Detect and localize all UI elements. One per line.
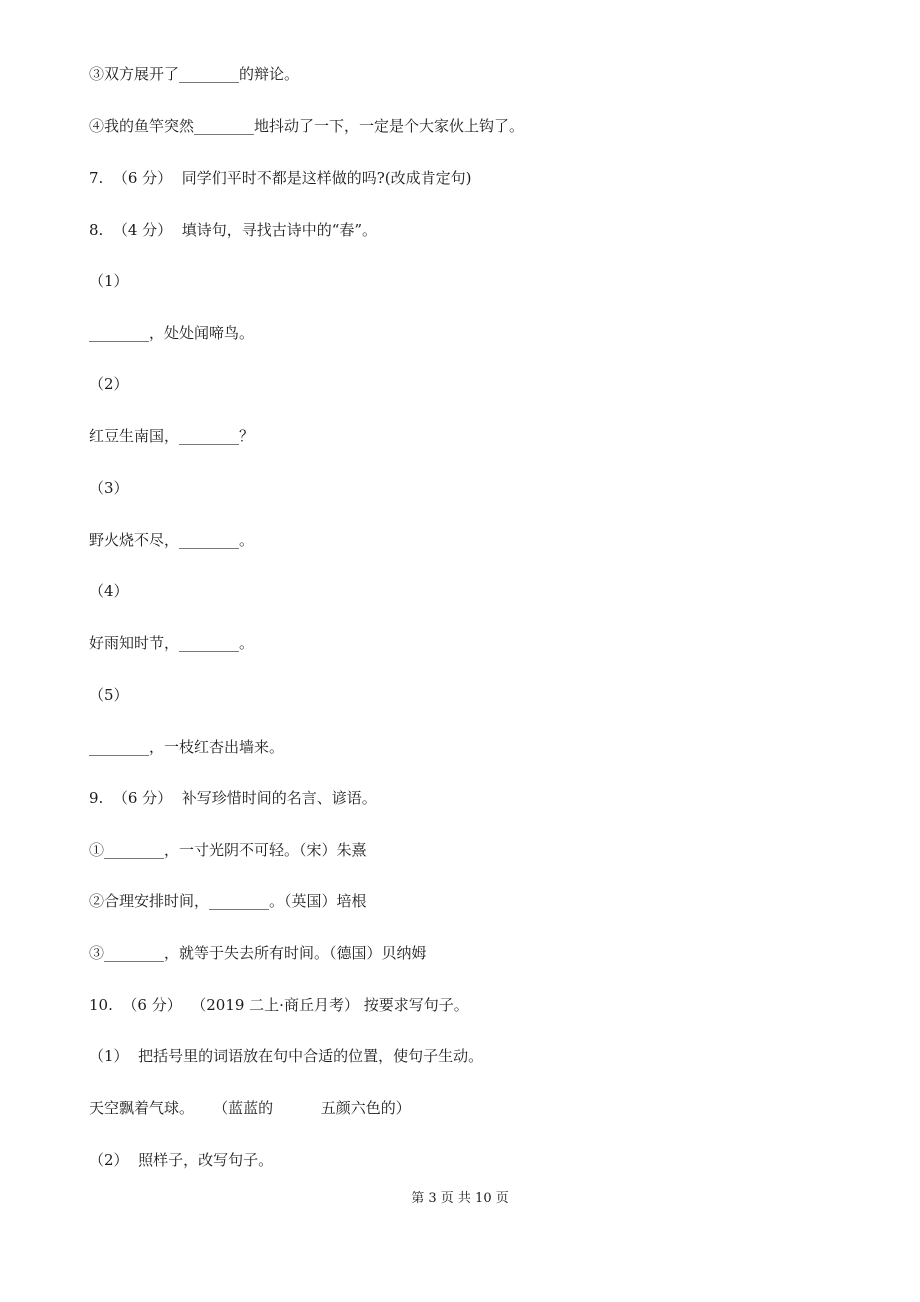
question-7: 7. （6 分） 同学们平时不都是这样做的吗?(改成肯定句) <box>89 169 472 187</box>
q8-part-2-label: （2） <box>89 375 129 393</box>
q10-part-2-instruction: （2） 照样子，改写句子。 <box>89 1151 274 1169</box>
q8-part-2-poem: 红豆生南国，________？ <box>89 427 255 445</box>
q8-part-5-poem: ________，一枝红杏出墙来。 <box>89 738 285 756</box>
question-10: 10. （6 分） （2019 二上·商丘月考） 按要求写句子。 <box>89 996 469 1014</box>
q8-part-5-label: （5） <box>89 686 129 704</box>
question-8: 8. （4 分） 填诗句，寻找古诗中的“春”。 <box>89 221 378 239</box>
page-number-footer: 第 3 页 共 10 页 <box>411 1191 509 1206</box>
q9-quote-3: ③________，就等于失去所有时间。（德国）贝纳姆 <box>89 944 427 962</box>
q8-part-1-label: （1） <box>89 272 129 290</box>
q8-part-1-poem: ________，处处闻啼鸟。 <box>89 324 255 342</box>
q9-quote-2: ②合理安排时间，________。（英国）培根 <box>89 892 367 910</box>
q9-quote-1: ①________，一寸光阴不可轻。（宋）朱熹 <box>89 841 367 859</box>
q8-part-4-label: （4） <box>89 582 129 600</box>
q8-part-3-poem: 野火烧不尽，________。 <box>89 531 255 549</box>
blank-line-4: ④我的鱼竿突然________地抖动了一下，一定是个大家伙上钩了。 <box>89 117 525 135</box>
q8-part-3-label: （3） <box>89 479 129 497</box>
q10-part-1-instruction: （1） 把括号里的词语放在句中合适的位置，使句子生动。 <box>89 1047 484 1065</box>
q8-part-4-poem: 好雨知时节，________。 <box>89 634 255 652</box>
question-9: 9. （6 分） 补写珍惜时间的名言、谚语。 <box>89 789 377 807</box>
q10-part-1-sentence: 天空飘着气球。 （蓝蓝的 五颜六色的） <box>89 1099 411 1117</box>
blank-line-3: ③双方展开了________的辩论。 <box>89 65 300 83</box>
